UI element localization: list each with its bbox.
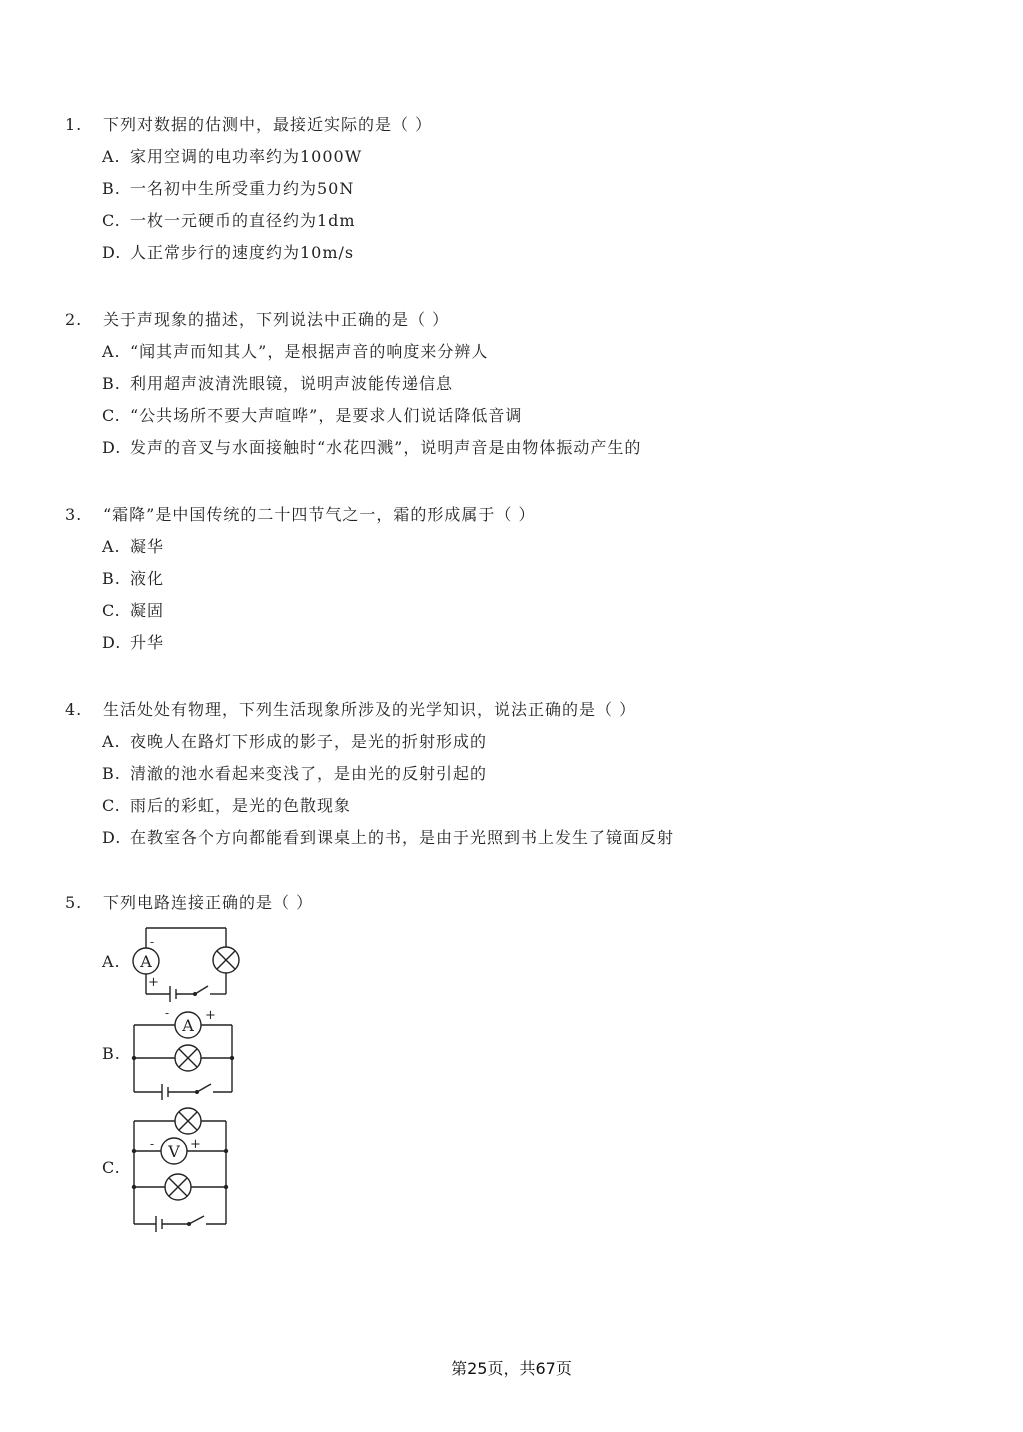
question-number: 5. <box>65 893 83 912</box>
circuit-diagram-c <box>128 1104 238 1232</box>
minus-terminal: - <box>150 1137 155 1151</box>
option-text: 升华 <box>130 633 165 652</box>
question-5 <box>0 887 1023 919</box>
option-text: 人正常步行的速度约为10m/s <box>130 243 355 262</box>
junction-node <box>224 1149 228 1153</box>
option-d[interactable] <box>0 627 1023 659</box>
option-letter: D. <box>102 633 122 652</box>
option-a[interactable] <box>0 726 1023 758</box>
plus-terminal: + <box>190 1137 201 1152</box>
option-c[interactable] <box>0 595 1023 627</box>
question-number: 3. <box>65 505 83 524</box>
option-c[interactable] <box>0 1104 300 1232</box>
option-text: 清澈的池水看起来变浅了，是由光的反射引起的 <box>130 764 488 783</box>
junction-node <box>132 1149 136 1153</box>
option-a[interactable] <box>0 336 1023 368</box>
minus-terminal: - <box>150 935 155 949</box>
option-letter: B. <box>102 569 121 588</box>
question-stem <box>0 694 1023 726</box>
plus-terminal: + <box>148 975 159 990</box>
option-a[interactable] <box>0 531 1023 563</box>
option-text: 家用空调的电功率约为1000W <box>130 147 363 166</box>
junction-node <box>132 1056 136 1060</box>
option-b[interactable] <box>0 368 1023 400</box>
option-letter: C. <box>102 406 121 425</box>
question-text: 下列电路连接正确的是（ ） <box>103 893 314 912</box>
meter-symbol: V <box>168 1142 180 1161</box>
question-2 <box>0 304 1023 464</box>
option-letter: A. <box>102 147 121 166</box>
option-letter: D. <box>102 243 122 262</box>
option-c[interactable] <box>0 400 1023 432</box>
option-d[interactable] <box>0 237 1023 269</box>
option-letter: C. <box>102 211 121 230</box>
option-letter: C. <box>102 601 121 620</box>
question-text: “霜降”是中国传统的二十四节气之一，霜的形成属于（ ） <box>103 505 536 524</box>
page-footer: 第25页，共67页 <box>451 1359 572 1378</box>
question-stem <box>0 499 1023 531</box>
option-text: 雨后的彩虹，是光的色散现象 <box>130 796 352 815</box>
option-letter: B. <box>102 374 121 393</box>
meter-symbol: A <box>140 952 152 971</box>
option-c[interactable] <box>0 205 1023 237</box>
question-text: 生活处处有物理，下列生活现象所涉及的光学知识，说法正确的是（ ） <box>103 700 637 719</box>
option-letter: A. <box>102 537 121 556</box>
option-c[interactable] <box>0 790 1023 822</box>
option-text: 一枚一元硬币的直径约为1dm <box>130 211 356 230</box>
option-b[interactable] <box>0 173 1023 205</box>
switch-blade <box>197 1084 211 1092</box>
option-d[interactable] <box>0 432 1023 464</box>
minus-terminal: - <box>165 1006 170 1020</box>
option-letter: B. <box>102 179 121 198</box>
option-letter: C. <box>102 1158 121 1177</box>
option-text: 在教室各个方向都能看到课桌上的书，是由于光照到书上发生了镜面反射 <box>130 828 675 847</box>
question-number: 1. <box>65 115 83 134</box>
junction-node <box>230 1056 234 1060</box>
plus-terminal: + <box>205 1008 216 1023</box>
option-d[interactable] <box>0 822 1023 854</box>
option-a[interactable] <box>0 141 1023 173</box>
circuit-diagram-a <box>128 922 248 1002</box>
question-text: 关于声现象的描述，下列说法中正确的是（ ） <box>103 310 450 329</box>
question-number: 2. <box>65 310 83 329</box>
switch-blade <box>195 986 208 994</box>
option-letter: C. <box>102 796 121 815</box>
meter-symbol: A <box>182 1016 194 1035</box>
circuit-diagram-b <box>128 1008 238 1098</box>
option-letter: D. <box>102 438 122 457</box>
option-letter: A. <box>102 342 121 361</box>
question-stem <box>0 304 1023 336</box>
question-1 <box>0 109 1023 269</box>
option-text: 一名初中生所受重力约为50N <box>130 179 355 198</box>
junction-node <box>224 1185 228 1189</box>
question-text: 下列对数据的估测中，最接近实际的是（ ） <box>103 115 433 134</box>
option-letter: A. <box>102 732 121 751</box>
option-a[interactable] <box>0 922 300 1002</box>
question-4 <box>0 694 1023 854</box>
option-text: 凝固 <box>130 601 165 620</box>
option-letter: A. <box>102 952 121 971</box>
option-text: 发声的音叉与水面接触时“水花四溅”，说明声音是由物体振动产生的 <box>130 438 642 457</box>
option-b[interactable] <box>0 758 1023 790</box>
option-b[interactable] <box>0 563 1023 595</box>
question-3 <box>0 499 1023 659</box>
question-number: 4. <box>65 700 83 719</box>
question-stem <box>0 109 1023 141</box>
option-text: 利用超声波清洗眼镜，说明声波能传递信息 <box>130 374 454 393</box>
option-letter: B. <box>102 764 121 783</box>
option-text: 液化 <box>130 569 165 588</box>
junction-node <box>132 1185 136 1189</box>
option-letter: D. <box>102 828 122 847</box>
option-text: “闻其声而知其人”，是根据声音的响度来分辨人 <box>130 342 489 361</box>
question-stem <box>0 887 1023 919</box>
option-b[interactable] <box>0 1008 300 1098</box>
option-text: 夜晚人在路灯下形成的影子，是光的折射形成的 <box>130 732 488 751</box>
option-text: “公共场所不要大声喧哗”，是要求人们说话降低音调 <box>130 406 523 425</box>
option-text: 凝华 <box>130 537 165 556</box>
switch-blade <box>189 1216 204 1224</box>
option-letter: B. <box>102 1044 121 1063</box>
